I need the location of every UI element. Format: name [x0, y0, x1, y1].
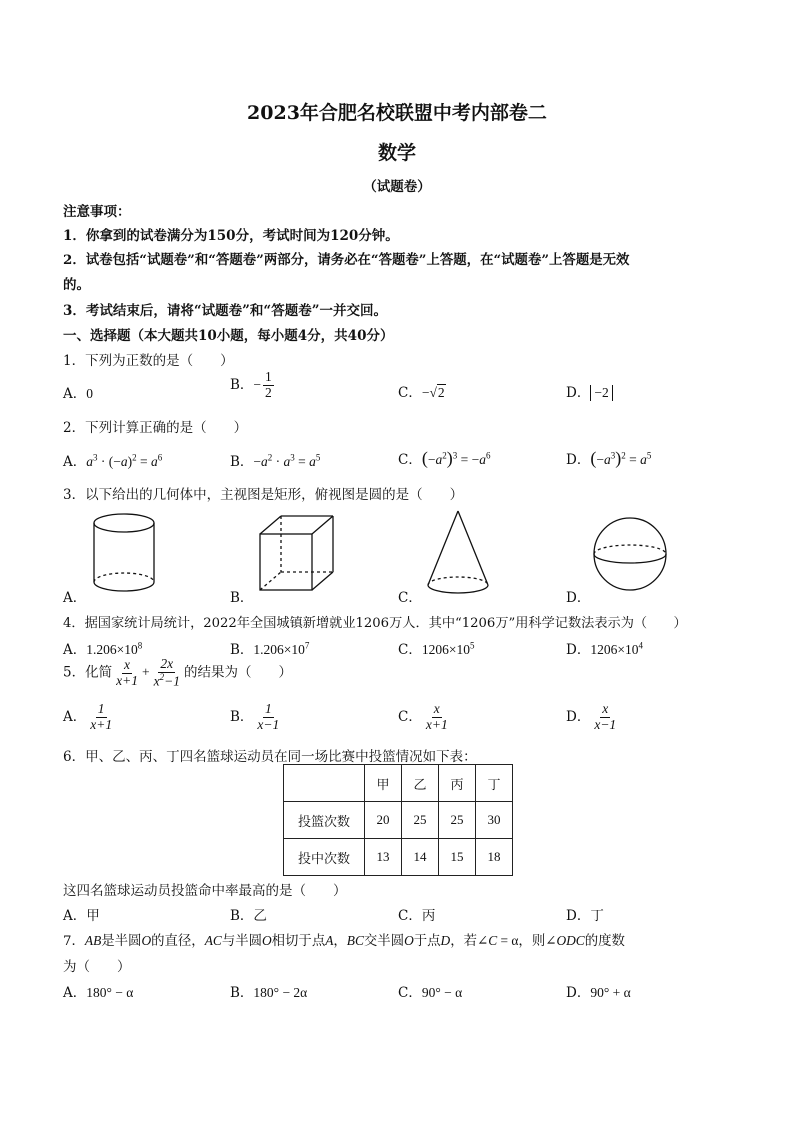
q2-option-c: [398, 448, 490, 469]
q1-option-b: [230, 370, 276, 401]
q7-stem-line2: 为（ ）: [63, 959, 131, 975]
notice-item: 3．考试结束后，请将“试题卷”和“答题卷”一并交回。: [63, 303, 387, 319]
q4-a-exponent: 8: [137, 640, 143, 651]
q3-option-a-label: A．: [63, 590, 87, 606]
numerator: x: [602, 701, 609, 716]
q7-text: = α，则∠: [497, 933, 557, 948]
option-label: B．: [230, 454, 254, 470]
cylinder-figure: [88, 510, 160, 596]
option-label: D．: [566, 385, 591, 401]
q5-option-b: [230, 702, 283, 733]
q3-option-d-label: D．: [566, 590, 591, 606]
option-label: A．: [63, 454, 87, 470]
option-label: B．: [230, 708, 254, 725]
numerator: 2x: [160, 656, 174, 671]
q7-symbol: AB: [84, 933, 102, 948]
q1-c-sign: −: [421, 385, 430, 400]
q4-d-exponent: 4: [638, 640, 643, 651]
option-label: A．: [63, 386, 87, 402]
q1-option-c: C．−√2: [398, 385, 445, 401]
sphere-figure: [590, 512, 670, 596]
q1-stem: 1．下列为正数的是（ ）: [63, 353, 234, 369]
denominator: [152, 673, 182, 689]
q3-option-b-label: B．: [230, 590, 254, 606]
q4-option-a: [63, 638, 142, 658]
option-label: C．: [398, 385, 422, 401]
q4-c-base: 1206×10: [421, 642, 470, 657]
q6-question: 这四名篮球运动员投篮命中率最高的是（ ）: [63, 883, 347, 899]
q4-b-exponent: 7: [304, 640, 310, 651]
q7-text: 7．: [63, 934, 85, 949]
q6-b-value: 乙: [253, 908, 267, 924]
q7-text: 相切于点: [271, 934, 326, 949]
q7-option-c: [398, 981, 462, 1001]
q7-text: 的直径，: [151, 934, 205, 949]
q6-option-a: [63, 904, 100, 924]
q1-option-d: [566, 381, 613, 401]
q5-stem-post: 的结果为（ ）: [183, 664, 292, 681]
q5-option-c: [398, 702, 452, 733]
q2-option-d: [566, 448, 651, 469]
option-label: B．: [230, 985, 254, 1001]
table-header-row: [284, 765, 513, 802]
option-label: D．: [566, 708, 591, 725]
q7-option-a: [63, 981, 133, 1001]
option-label: A．: [63, 642, 87, 658]
notice-item: 的。: [63, 277, 90, 293]
q7-symbol: A: [325, 933, 334, 948]
table-header-cell: 甲: [365, 765, 402, 802]
q5-option-d: [566, 702, 620, 733]
den-tail: −1: [164, 673, 180, 689]
table-header-cell: 乙: [402, 765, 439, 802]
exam-title: 2023年合肥名校联盟中考内部卷二: [247, 102, 547, 124]
q7-c-value: 90° − α: [421, 985, 463, 1000]
q2-option-a: [63, 450, 162, 470]
q1-c-radicand: 2: [437, 385, 445, 400]
q5-c-fraction: [424, 702, 450, 733]
table-row: [284, 802, 513, 839]
q7-symbol: AC: [204, 933, 222, 948]
q4-d-base: 1206×10: [590, 642, 639, 657]
q4-stem: 4．据国家统计局统计，2022年全国城镇新增就业1206万人．其中“1206万”用科学记数法表示为（ ）: [63, 616, 687, 631]
q5-a-fraction: [88, 702, 114, 733]
q6-a-value: 甲: [86, 908, 100, 924]
q7-d-value: 90° + α: [590, 985, 631, 1000]
table-header-cell: [284, 765, 365, 802]
q2-stem: 2．下列计算正确的是（ ）: [63, 420, 248, 436]
q1-b-fraction: [263, 370, 274, 401]
table-row: [284, 839, 513, 876]
table-header-cell: 丁: [476, 765, 513, 802]
q5-d-fraction: [592, 702, 618, 733]
q7-text: ，若∠: [450, 934, 489, 949]
q2-b-expression: $-a^2 \cdot a^3 = a^5$: [253, 452, 321, 469]
option-label: C．: [398, 708, 422, 725]
cube-figure: [255, 510, 337, 596]
numerator: x: [433, 701, 440, 716]
denominator: x−1: [257, 716, 280, 732]
table-cell: 18: [476, 839, 513, 876]
option-label: C．: [398, 908, 422, 924]
table-row-label: 投篮次数: [284, 802, 365, 839]
q5-fraction-2: [152, 657, 182, 689]
q5-option-a: [63, 702, 116, 733]
section-heading: 一、选择题（本大题共10小题，每小题4分，共40分）: [63, 328, 394, 344]
subject-title: 数学: [377, 142, 416, 164]
q2-option-b: [230, 450, 320, 470]
option-label: B．: [230, 642, 254, 658]
notice-heading: 注意事项：: [63, 204, 131, 220]
numerator: x: [124, 656, 131, 672]
den-base: x: [153, 673, 160, 689]
q7-symbol: BC: [346, 933, 364, 948]
q7-stem: [63, 930, 625, 949]
option-label: B．: [230, 376, 254, 393]
option-label: D．: [566, 908, 591, 924]
q4-option-b: [230, 638, 309, 658]
q7-text: 交半圆: [363, 934, 405, 949]
table-cell: 25: [439, 802, 476, 839]
q3-stem: 3．以下给出的几何体中，主视图是矩形，俯视图是圆的是（ ）: [63, 487, 464, 503]
denominator: 2: [265, 384, 272, 400]
numerator: 1: [265, 369, 272, 384]
q4-option-c: [398, 638, 474, 658]
q7-option-b: [230, 981, 307, 1001]
denominator: x+1: [425, 716, 448, 732]
paper-subtitle: （试题卷）: [363, 179, 431, 195]
option-label: D．: [566, 985, 591, 1001]
q4-option-d: [566, 638, 643, 658]
q7-symbol: ODC: [556, 933, 585, 948]
option-label: A．: [63, 908, 87, 924]
q5-stem-pre: 5．化简: [63, 664, 113, 681]
q6-d-value: 丁: [590, 908, 604, 924]
q7-symbol: O: [404, 933, 414, 948]
q2-c-expression: $(-a^2)^3 = -a^6$: [421, 448, 491, 468]
q1-d-absolute: −2: [590, 385, 612, 401]
q7-text: ，: [333, 934, 347, 949]
q4-a-base: 1.206×10: [86, 642, 138, 657]
q2-a-expression: $a^3 \cdot (-a)^2 = a^6$: [86, 452, 163, 469]
option-label: D．: [566, 452, 591, 468]
denominator: x−1: [594, 716, 617, 732]
q7-b-value: 180° − 2α: [253, 985, 308, 1000]
q7-symbol: D: [440, 933, 451, 948]
numerator: 1: [97, 701, 105, 716]
den-exponent: 2: [159, 671, 165, 682]
denominator: x+1: [116, 672, 138, 688]
table-cell: 13: [365, 839, 402, 876]
q7-text: 的度数: [584, 934, 625, 949]
q6-option-c: [398, 904, 435, 924]
option-label: C．: [398, 452, 422, 468]
table-cell: 15: [439, 839, 476, 876]
q6-c-value: 丙: [421, 908, 436, 924]
q6-stem: 6．甲、乙、丙、丁四名篮球运动员在同一场比赛中投篮情况如下表：: [63, 749, 477, 765]
q2-d-expression: $(-a^3)^2 = a^5$: [590, 448, 652, 468]
q1-b-sign: −: [253, 376, 262, 392]
q4-c-exponent: 5: [469, 640, 475, 651]
q7-symbol: O: [261, 933, 272, 948]
q7-text: 与半圆: [221, 934, 262, 949]
table-cell: 14: [402, 839, 439, 876]
numerator: 1: [264, 701, 272, 716]
table-cell: 30: [476, 802, 513, 839]
q5-stem: [63, 657, 292, 689]
q7-text: 于点: [413, 934, 441, 949]
notice-item: 1．你拿到的试卷满分为150分，考试时间为120分钟。: [63, 228, 399, 244]
cone-figure: [422, 507, 494, 599]
option-label: D．: [566, 642, 591, 658]
option-label: A．: [63, 985, 87, 1001]
table-header-cell: 丙: [439, 765, 476, 802]
q7-symbol: C: [488, 933, 498, 948]
q4-b-base: 1.206×10: [253, 642, 305, 657]
table-cell: 25: [402, 802, 439, 839]
q7-text: 是半圆: [101, 934, 142, 949]
q1-a-value: 0: [86, 386, 93, 401]
q6-option-d: [566, 904, 604, 924]
shooting-table: [283, 764, 513, 876]
option-label: C．: [398, 642, 422, 658]
option-label: A．: [63, 708, 87, 725]
table-cell: 20: [365, 802, 402, 839]
q7-option-d: [566, 981, 631, 1001]
option-label: C．: [398, 985, 422, 1001]
denominator: x+1: [90, 716, 113, 732]
q6-option-b: [230, 904, 267, 924]
q5-fraction-1: [114, 658, 140, 689]
q7-symbol: O: [141, 933, 152, 948]
option-label: B．: [230, 908, 254, 924]
q5-b-fraction: [255, 702, 281, 733]
q3-option-c-label: C．: [398, 590, 422, 606]
q7-a-value: 180° − α: [86, 985, 134, 1000]
plus-sign: +: [141, 664, 150, 680]
table-row-label: 投中次数: [284, 839, 365, 876]
notice-item: 2．试卷包括“试题卷”和“答题卷”两部分，请务必在“答题卷”上答题，在“试题卷”上答题是无效: [63, 252, 630, 268]
q1-option-a: [63, 382, 93, 402]
